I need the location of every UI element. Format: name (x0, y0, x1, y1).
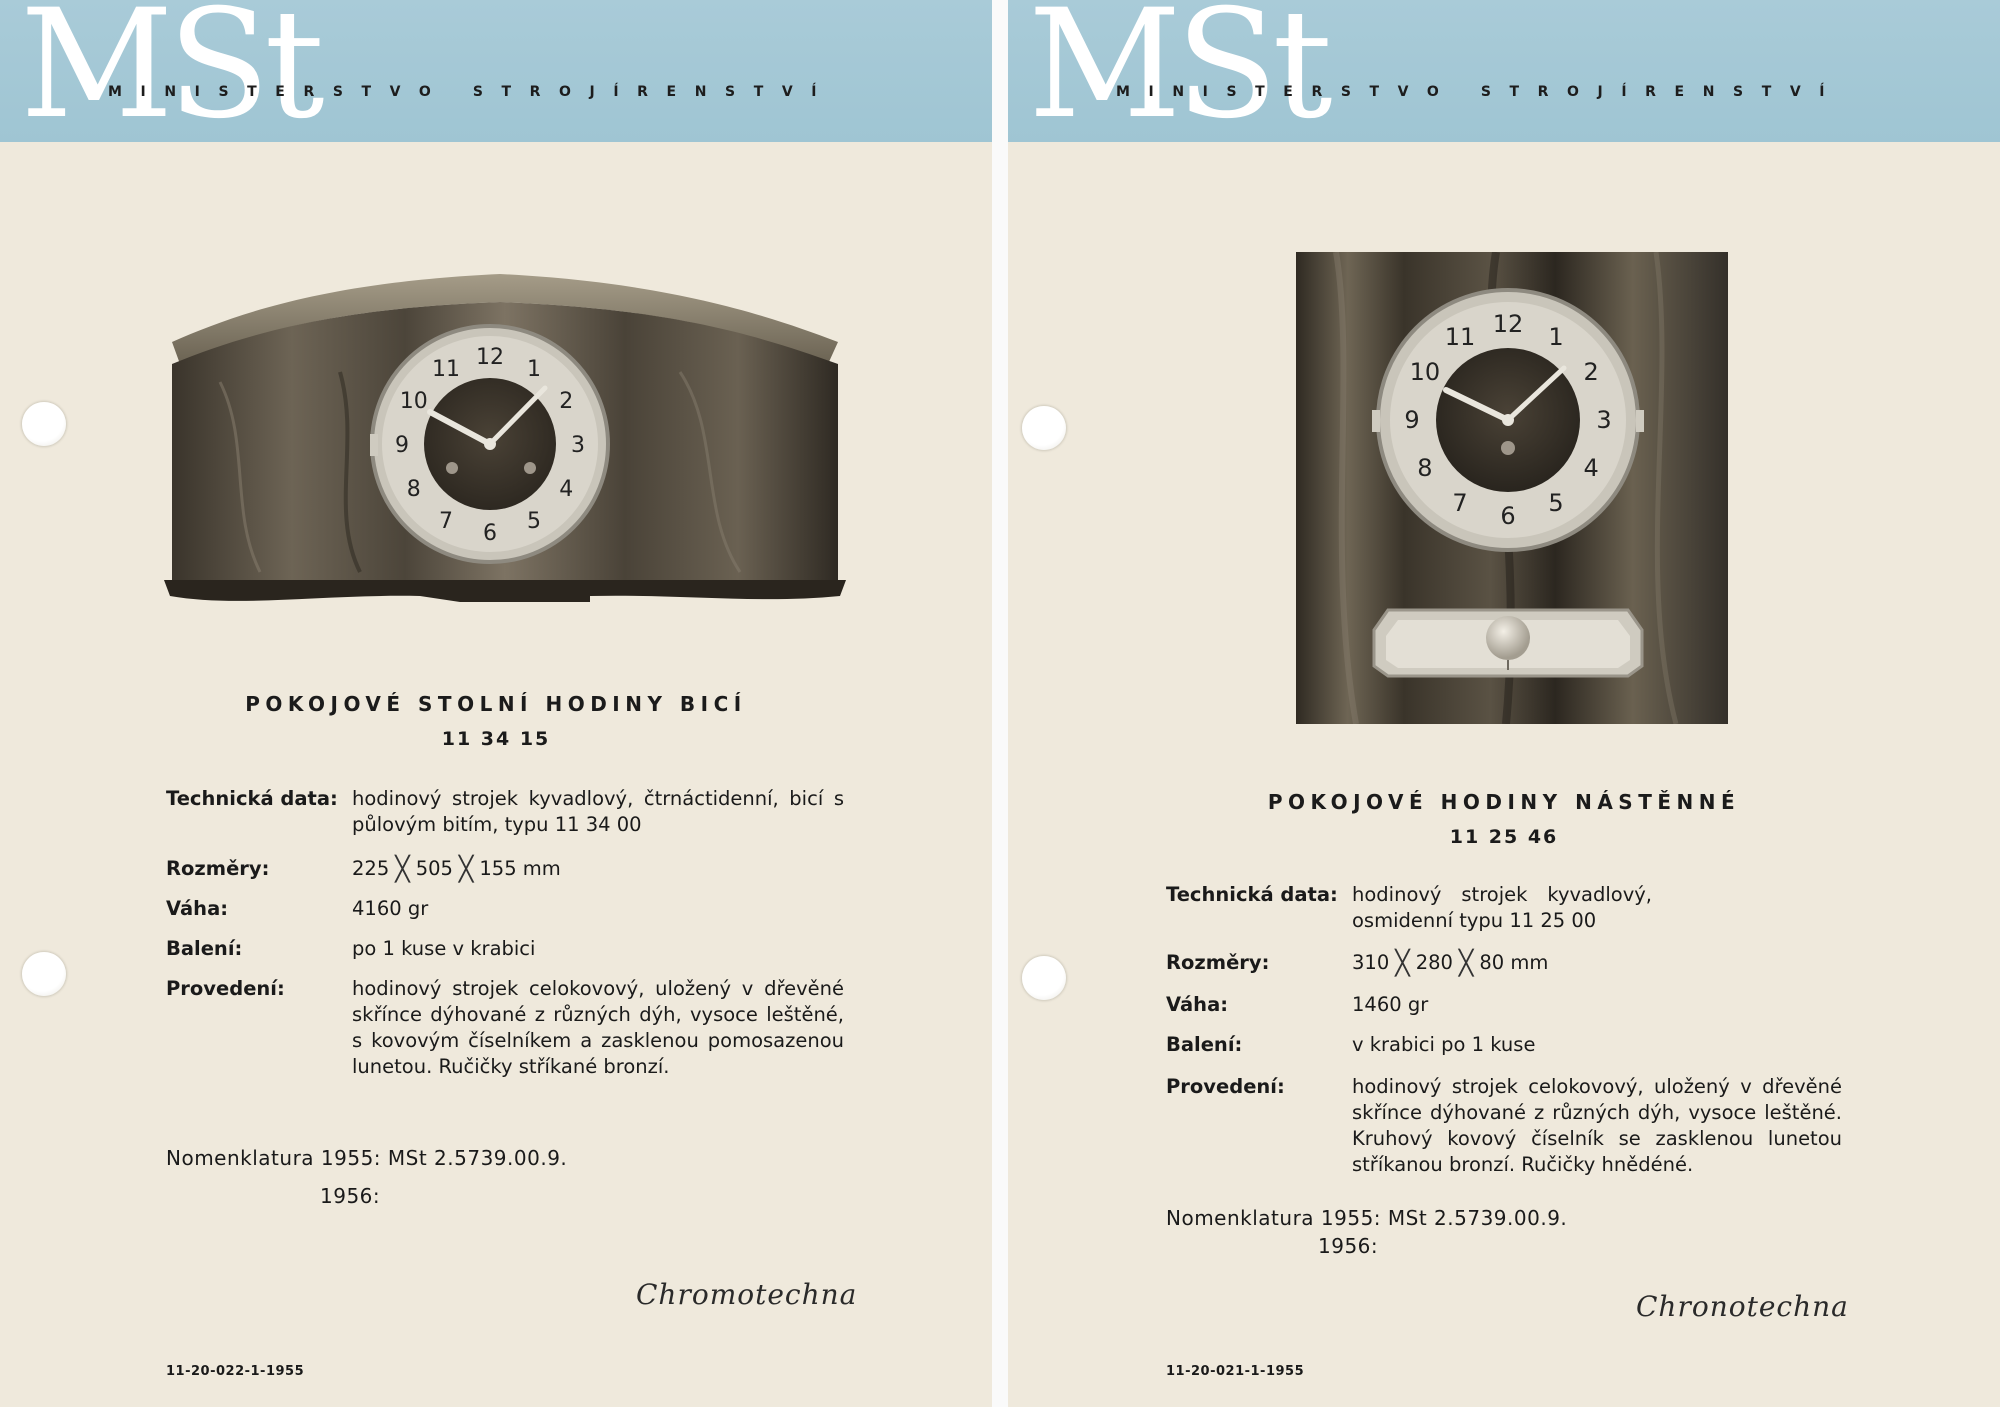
dial-numeral: 2 (1583, 358, 1599, 386)
spec-label-technical: Technická data: (166, 787, 338, 810)
document-code: 11-20-021-1-1955 (1166, 1364, 1305, 1379)
spec-table (166, 786, 846, 1086)
spec-label-dimensions: Rozměry: (1166, 951, 1270, 974)
ministry-name: MINISTERSTVO STROJÍRENSTVÍ (108, 84, 836, 100)
nomenclature-1956: 1956: (1318, 1234, 1379, 1258)
manufacturer-signature: Chronotechna (1636, 1290, 1849, 1323)
times-icon: ╳ (458, 855, 474, 883)
spec-value-packaging: v krabici po 1 kuse (1352, 1033, 1536, 1056)
nomenclature-1955: Nomenklatura 1955: MSt 2.5739.00.9. (166, 1146, 568, 1170)
spec-value-finish: hodinový strojek celokovový, uložený v dřevěné skřínce dýhované z různých dýh, vysoce leštěné, s kovovým číselníkem a zasklenou pomosazenou lunetou. Ručičky stříkané bronzí. (352, 977, 844, 1078)
punch-hole-icon (22, 952, 66, 996)
spec-label-weight: Váha: (166, 897, 229, 920)
dial-numeral: 5 (1548, 489, 1564, 518)
dial-numeral: 10 (399, 389, 428, 414)
mantel-clock-photo (160, 262, 850, 612)
mst-logo: MSt (20, 0, 319, 152)
product-code: 11 34 15 (441, 728, 551, 750)
dial-numeral: 6 (1500, 502, 1516, 530)
dial-numeral: 12 (1492, 310, 1524, 338)
dial-numeral: 8 (1417, 454, 1433, 482)
dial-numeral: 12 (476, 345, 504, 370)
product-title: POKOJOVÉ HODINY NÁSTĚNNÉ (1267, 790, 1741, 814)
spec-value-finish: hodinový strojek celokovový, uložený v dřevěné skřínce dýhované z různých dýh, vysoce leštěné. Kruhový kovový číselník se zasklenou lunetou stříkanou bronzí. Ručičky hnědéné. (1352, 1075, 1842, 1176)
spec-value-packaging: po 1 kuse v krabici (352, 937, 536, 960)
header-band (1008, 0, 2000, 152)
dimension-depth: 80 mm (1479, 951, 1549, 974)
times-icon: ╳ (395, 855, 410, 883)
spec-label-packaging: Balení: (166, 937, 243, 960)
dimension-depth: 155 mm (479, 857, 561, 880)
manufacturer-signature: Chromotechna (636, 1278, 858, 1311)
dial-numeral: 3 (571, 433, 585, 458)
nomenclature-1955: Nomenklatura 1955: MSt 2.5739.00.9. (1166, 1206, 1568, 1230)
header-band (0, 0, 992, 152)
spec-value-technical: hodinový strojek kyvadlový, čtrnáctidenní, bicí s půlovým bitím, typu 11 34 00 (352, 787, 844, 836)
document-code: 11-20-022-1-1955 (166, 1364, 305, 1379)
dial-numeral: 8 (406, 477, 421, 502)
sheet-gap (992, 0, 1008, 1407)
mst-logo: MSt (1028, 0, 1327, 152)
ministry-name: MINISTERSTVO STROJÍRENSTVÍ (1116, 84, 1844, 100)
punch-hole-icon (1022, 406, 1066, 450)
dial-numeral: 2 (559, 389, 574, 414)
dial-numeral: 4 (559, 477, 574, 502)
nomenclature-1956: 1956: (320, 1184, 381, 1208)
dimension-height: 310 (1352, 951, 1390, 974)
catalog-sheet-right (1008, 0, 2000, 1407)
dial-numeral: 9 (395, 433, 409, 458)
spec-label-dimensions: Rozměry: (166, 857, 270, 880)
dimension-width: 280 (1415, 951, 1453, 974)
dial-numeral: 9 (1404, 406, 1420, 434)
spec-label-weight: Váha: (1166, 993, 1229, 1016)
times-icon: ╳ (1395, 949, 1410, 977)
dial-numeral: 3 (1596, 406, 1612, 434)
punch-hole-icon (22, 402, 66, 446)
dial-numeral: 4 (1583, 454, 1599, 482)
wall-clock-photo (1296, 252, 1728, 724)
product-title: POKOJOVÉ STOLNÍ HODINY BICÍ (245, 692, 747, 716)
dial-numeral: 7 (439, 509, 453, 535)
dial-numeral: 1 (527, 356, 541, 382)
spec-label-packaging: Balení: (1166, 1033, 1243, 1056)
spec-label-technical: Technická data: (1166, 883, 1338, 906)
dial-numeral: 1 (1548, 322, 1564, 351)
dial-numeral: 10 (1409, 358, 1441, 386)
dial-numeral: 7 (1452, 489, 1468, 518)
spec-label-finish: Provedení: (166, 977, 285, 1000)
dial-numeral: 5 (527, 509, 541, 535)
dial-numeral: 11 (432, 356, 460, 382)
punch-hole-icon (1022, 956, 1066, 1000)
spec-value-dimensions (1352, 950, 1842, 976)
times-icon: ╳ (1458, 949, 1474, 977)
spec-value-weight: 1460 gr (1352, 993, 1429, 1016)
spec-value-technical: hodinový strojek kyvadlový, osmidenní typu 11 25 00 (1352, 883, 1652, 932)
dimension-height: 225 (352, 857, 390, 880)
spec-value-weight: 4160 gr (352, 897, 429, 920)
spec-label-finish: Provedení: (1166, 1075, 1285, 1098)
dial-numeral: 6 (483, 521, 497, 546)
dial-numeral: 11 (1444, 322, 1476, 351)
spec-value-dimensions (352, 856, 844, 882)
catalog-sheet-left (0, 0, 992, 1407)
product-code: 11 25 46 (1449, 826, 1559, 848)
spec-table (1166, 882, 1856, 1182)
dimension-width: 505 (415, 857, 453, 880)
